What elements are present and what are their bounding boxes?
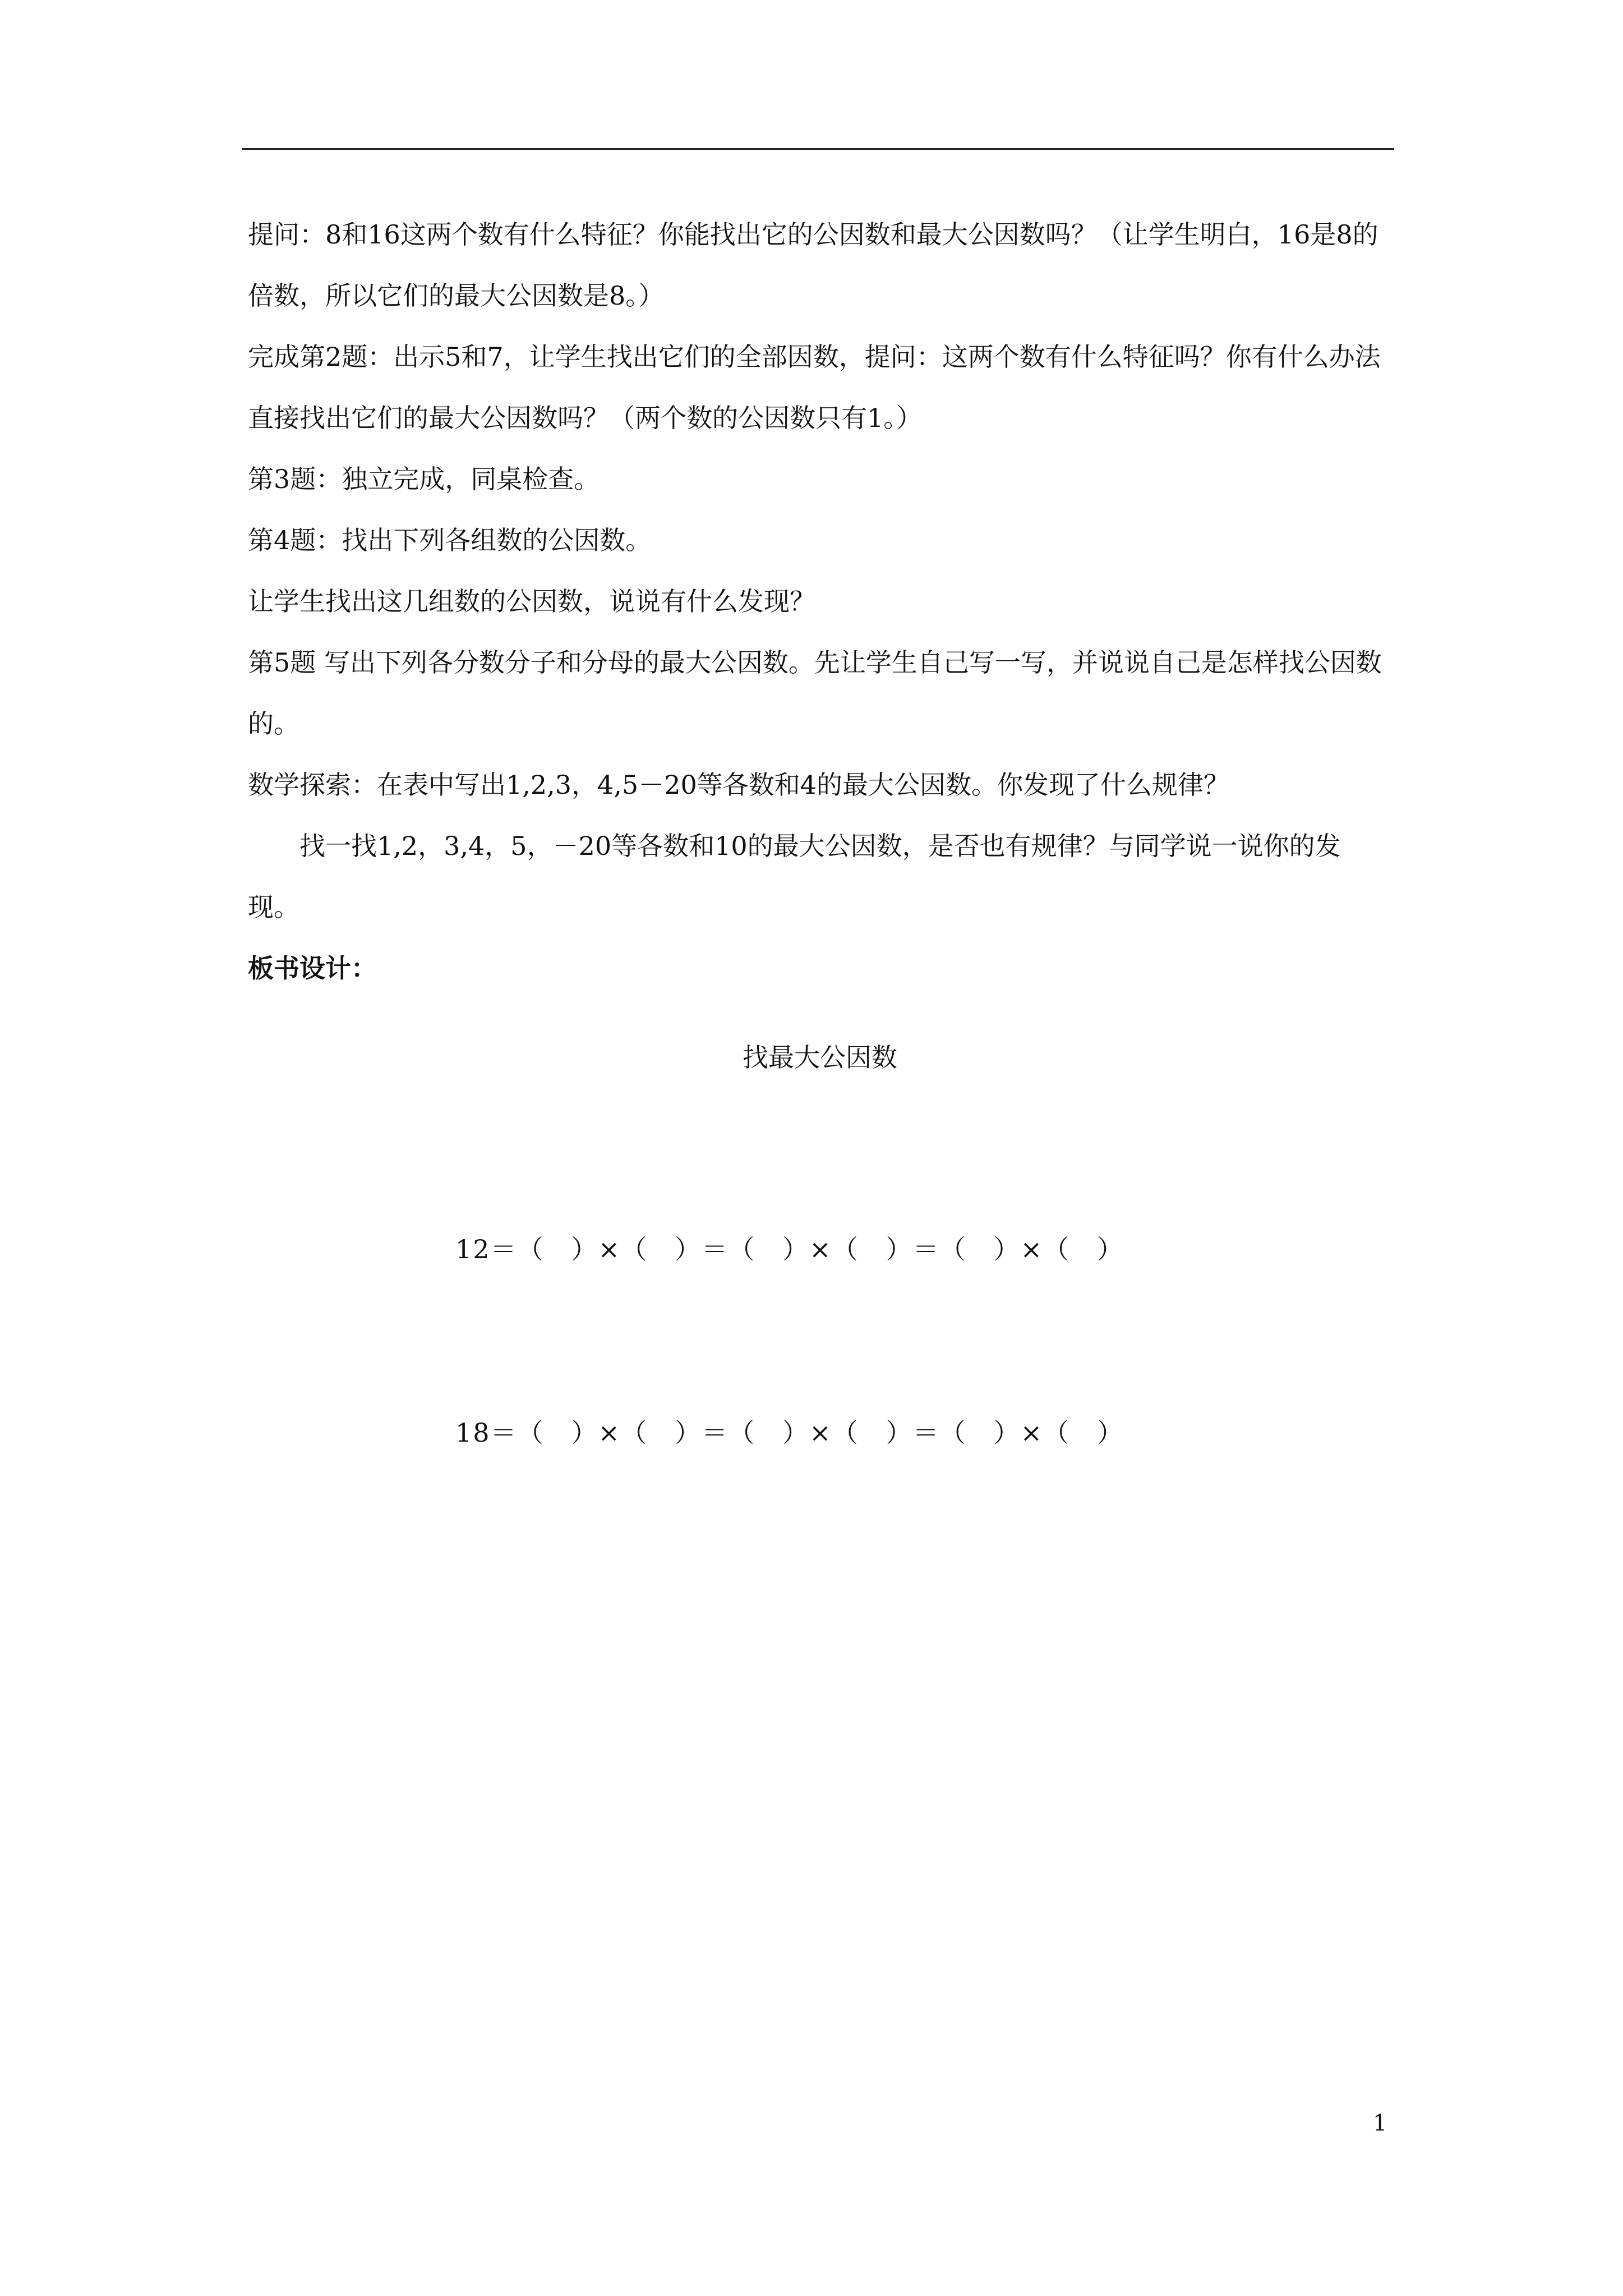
paragraph-question: 提问：8和16这两个数有什么特征？你能找出它的公因数和最大公因数吗？（让学生明白，16是8的倍数，所以它们的最大公因数是8。） [248, 219, 1378, 311]
body-text [248, 204, 1392, 999]
equation-row-18: 18＝（ ）×（ ）＝（ ）×（ ）＝（ ）×（ ） [455, 1418, 1124, 1448]
paragraph-exercise-2: 完成第2题：出示5和7，让学生找出它们的全部因数，提问：这两个数有什么特征吗？你有什么办法直接找出它们的最大公因数吗？（两个数的公因数只有1。） [248, 342, 1381, 433]
equation-row-12: 12＝（ ）×（ ）＝（ ）×（ ）＝（ ）×（ ） [455, 1234, 1124, 1264]
paragraph-math-exploration: 数学探索：在表中写出1,2,3，4,5－20等各数和4的最大公因数。你发现了什么规律？ [248, 770, 1229, 800]
paragraph-find-pattern: 找一找1,2，3,4，5，－20等各数和10的最大公因数，是否也有规律？与同学说一说你的发现。 [248, 831, 1341, 922]
paragraph-exercise-5: 第5题 写出下列各分数分子和分母的最大公因数。先让学生自己写一写，并说说自己是怎样找公因数的。 [248, 647, 1382, 739]
page-number: 1 [1373, 2110, 1387, 2136]
board-title: 找最大公因数 [743, 1042, 897, 1073]
equation-rows [455, 1097, 1124, 1586]
header-rule [242, 148, 1394, 150]
board-design [248, 1041, 1392, 1448]
board-design-heading: 板书设计： [248, 953, 377, 983]
paragraph-exercise-4: 第4题：找出下列各组数的公因数。 [248, 525, 652, 555]
paragraph-discovery: 让学生找出这几组数的公因数，说说有什么发现？ [248, 586, 815, 616]
paragraph-exercise-3: 第3题：独立完成，同桌检查。 [248, 464, 600, 494]
